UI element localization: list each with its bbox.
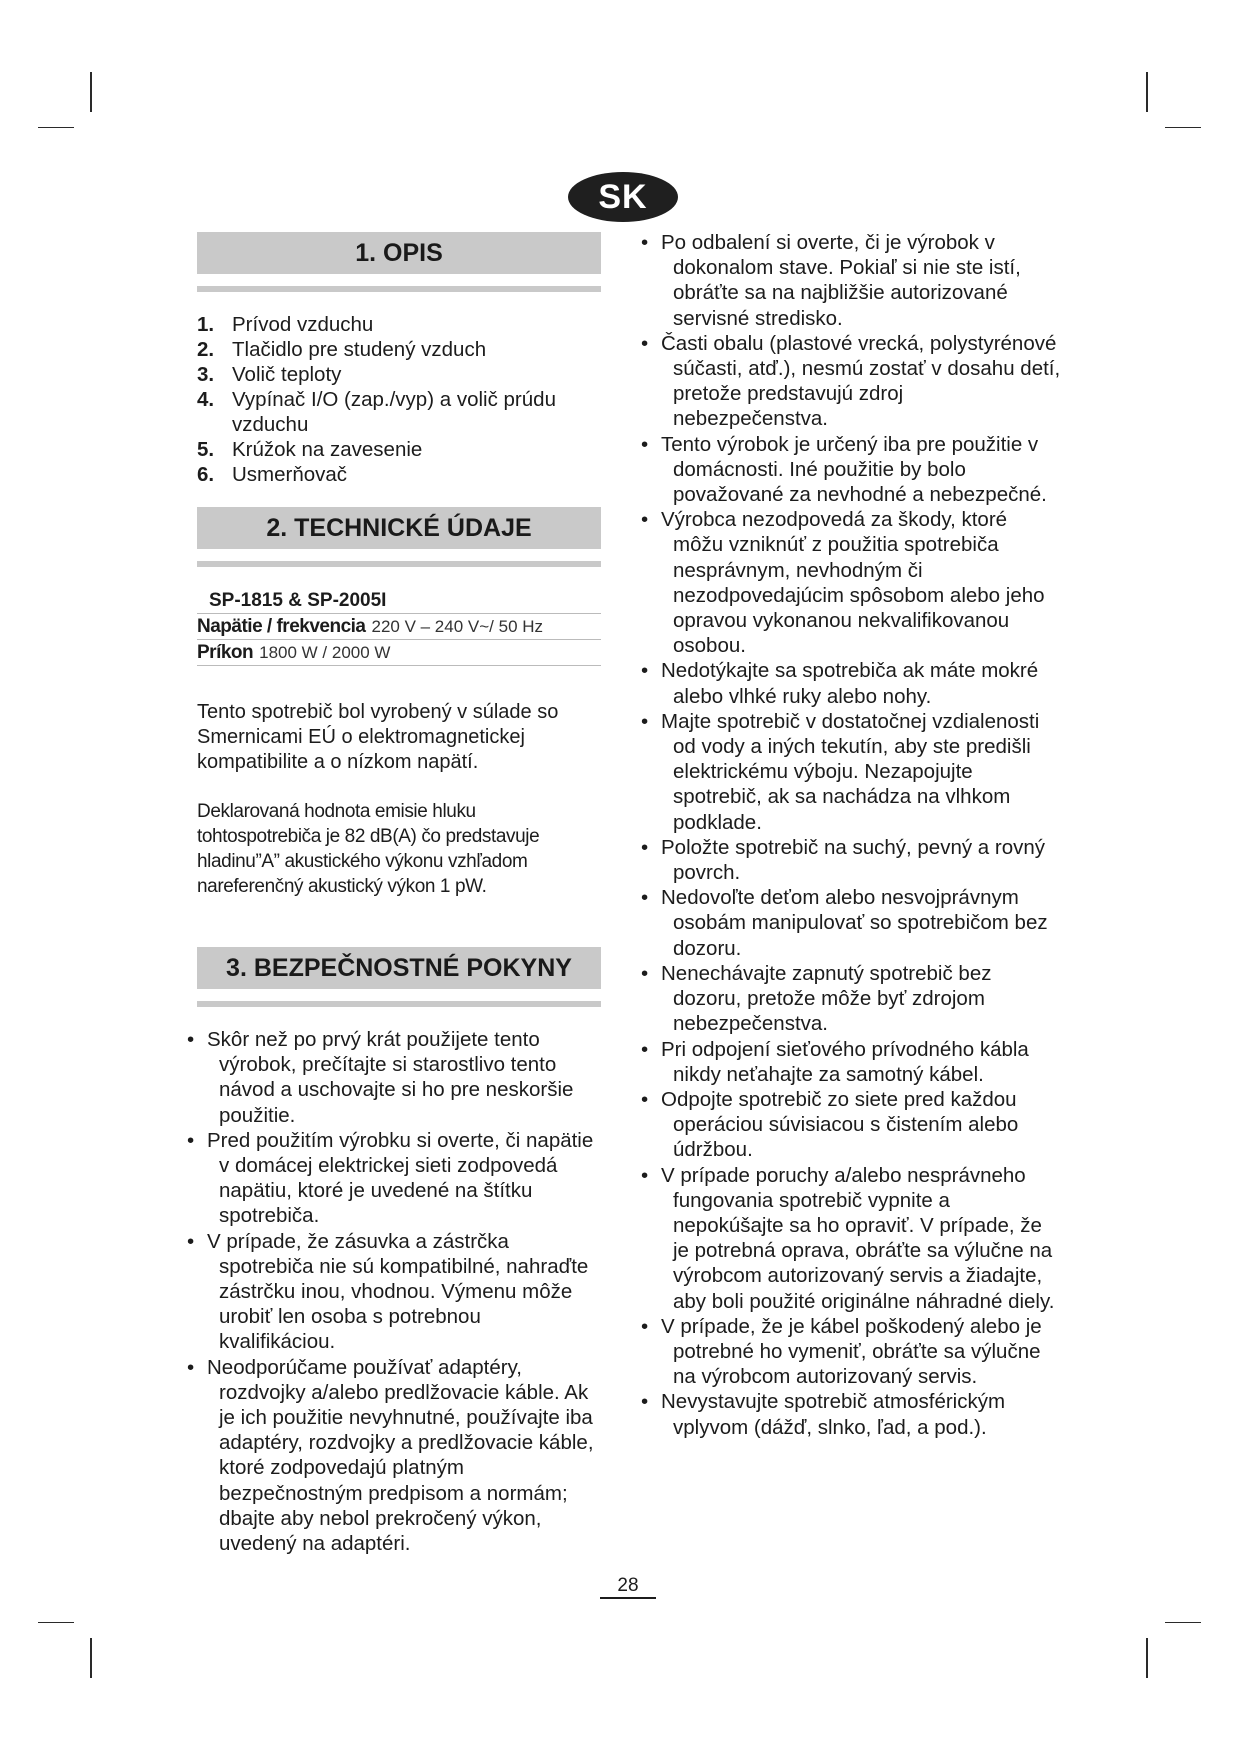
- bullet-item: • Tento výrobok je určený iba pre použitie v domácnosti. Iné použitie by bolo považované za nevhodné a nebezpečné.: [651, 432, 1061, 508]
- list-item: 6. Usmerňovač: [197, 463, 348, 486]
- section-header-description: [197, 232, 601, 292]
- crop-mark: [38, 1622, 74, 1623]
- section-rule: [197, 286, 601, 292]
- bullet-item: • Po odbalení si overte, či je výrobok v dokonalom stave. Pokiaľ si nie ste istí, obráťte sa na najbližšie autorizované servisné stredisko.: [651, 230, 1061, 331]
- right-column: [651, 230, 1061, 1440]
- noise-paragraph: Deklarovaná hodnota emisie hluku tohtospotrebiča je 82 dB(A) čo predstavuje hladinu”A” akustického výkonu vzhľadom nareferenčný akustický výkon 1 pW.: [197, 801, 540, 897]
- section-title: 2. TECHNICKÉ ÚDAJE: [197, 507, 601, 549]
- bullet-item: • Výrobca nezodpovedá za škody, ktoré môžu vzniknúť z použitia spotrebiča nesprávnym, nevhodným či nezodpovedajúcim spôsobom alebo jeho opravou vykonanou nekvalifikovanou osobou.: [651, 507, 1061, 658]
- bullet-item: • Pri odpojení sieťového prívodného kábla nikdy neťahajte za samotný kábel.: [651, 1037, 1061, 1087]
- bullet-item: • Skôr než po prvý krát použijete tento výrobok, prečítajte si starostlivo tento návod a uschovajte si ho pre neskoršie použitie.: [197, 1027, 601, 1128]
- parts-list: [197, 312, 601, 487]
- section-rule: [197, 1001, 601, 1007]
- bullet-item: • Nevystavujte spotrebič atmosférickým vplyvom (dážď, slnko, ľad, a pod.).: [651, 1389, 1061, 1439]
- bullet-item: • Nedotýkajte sa spotrebiča ak máte mokré alebo vlhké ruky alebo nohy.: [651, 658, 1061, 708]
- page-number: 28: [600, 1575, 656, 1599]
- list-item: 4. Vypínač I/O (zap./vyp) a volič prúdu vzduchu: [197, 388, 556, 436]
- bullet-item: • Časti obalu (plastové vrecká, polystyrénové súčasti, atď.), nesmú zostať v dosahu detí, pretože predstavujú zdroj nebezpečenstva.: [651, 331, 1061, 432]
- safety-list-right: [651, 230, 1061, 1440]
- section-header-safety: [197, 947, 601, 1007]
- bullet-item: • Neodporúčame používať adaptéry, rozdvojky a/alebo predlžovacie káble. Ak je ich použitie nevyhnutné, používajte iba adaptéry, rozdvojky a predlžovacie káble, ktoré zodpovedajú platným bezpečnostným predpisom a normám; dbajte aby nebol prekročený výkon, uvedený na adaptéri.: [197, 1355, 601, 1557]
- bullet-item: • Nenechávajte zapnutý spotrebič bez dozoru, pretože môže byť zdrojom nebezpečenstva.: [651, 961, 1061, 1037]
- safety-list-left: [197, 1027, 601, 1556]
- crop-mark: [1165, 127, 1201, 128]
- model-name: SP-1815 & SP-2005I: [197, 589, 601, 614]
- compliance-paragraph: Tento spotrebič bol vyrobený v súlade so Smernicami EÚ o elektromagnetickej kompatibilite a o nízkom napätí.: [197, 701, 559, 773]
- spec-table: [197, 589, 601, 666]
- list-item: 2. Tlačidlo pre studený vzduch: [197, 338, 487, 361]
- left-column: [197, 232, 601, 1556]
- bullet-item: • Odpojte spotrebič zo siete pred každou operáciou súvisiacou s čistením alebo údržbou.: [651, 1087, 1061, 1163]
- bullet-item: • V prípade, že je kábel poškodený alebo je potrebné ho vymeniť, obráťte sa výlučne na výrobcom autorizovaný servis.: [651, 1314, 1061, 1390]
- language-badge: SK: [568, 172, 678, 222]
- bullet-item: • Pred použitím výrobku si overte, či napätie v domácej elektrickej sieti zodpovedá napätiu, ktoré je uvedené na štítku spotrebiča.: [197, 1128, 601, 1229]
- section-rule: [197, 561, 601, 567]
- crop-mark: [1146, 72, 1148, 112]
- crop-mark: [38, 127, 74, 128]
- crop-mark: [90, 72, 92, 112]
- spec-row-voltage: Napätie / frekvencia 220 V – 240 V~/ 50 Hz: [197, 614, 601, 640]
- crop-mark: [1165, 1622, 1201, 1623]
- section-title: 3. BEZPEČNOSTNÉ POKYNY: [197, 947, 601, 989]
- section-header-technical: [197, 507, 601, 567]
- list-item: 5. Krúžok na zavesenie: [197, 438, 423, 461]
- crop-mark: [90, 1638, 92, 1678]
- bullet-item: • Nedovoľte deťom alebo nesvojprávnym osobám manipulovať so spotrebičom bez dozoru.: [651, 885, 1061, 961]
- bullet-item: • Položte spotrebič na suchý, pevný a rovný povrch.: [651, 835, 1061, 885]
- bullet-item: • V prípade, že zásuvka a zástrčka spotrebiča nie sú kompatibilné, nahraďte zástrčku inou, vhodnou. Výmenu môže urobiť len osoba s potrebnou kvalifikáciou.: [197, 1229, 601, 1355]
- section-title: 1. OPIS: [197, 232, 601, 274]
- bullet-item: • V prípade poruchy a/alebo nesprávneho fungovania spotrebič vypnite a nepokúšajte sa ho opraviť. V prípade, že je potrebná oprava, obráťte sa výlučne na výrobcom autorizovaný servis a žiadajte, aby boli použité originálne náhradné diely.: [651, 1163, 1061, 1314]
- list-item: 3. Volič teploty: [197, 363, 342, 386]
- spec-row-power: Príkon 1800 W / 2000 W: [197, 640, 601, 666]
- list-item: 1. Prívod vzduchu: [197, 313, 374, 336]
- bullet-item: • Majte spotrebič v dostatočnej vzdialenosti od vody a iných tekutín, aby ste predišli elektrickému výboju. Nezapojujte spotrebič, ak sa nachádza na vlhkom podklade.: [651, 709, 1061, 835]
- crop-mark: [1146, 1638, 1148, 1678]
